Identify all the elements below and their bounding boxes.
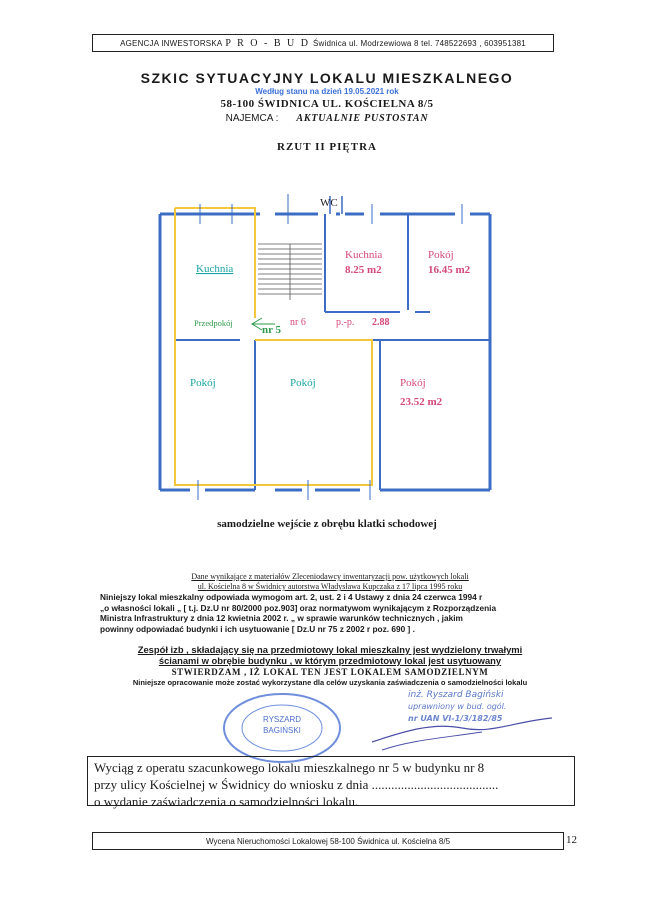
pokoj-top-label: Pokój [428,249,454,261]
source-line-2: ul. Kościelna 8 w Świdnicy autorstwa Władysława Kupczaka z 17 lipca 1995 roku [197,582,463,591]
extract-line-2: przy ulicy Kościelnej w Świdnicy do wniosku z dnia ....................................... [94,777,499,792]
document-title: SZKIC SYTUACYJNY LOKALU MIESZKALNEGO [140,70,514,86]
pp-label: p.-p. [336,317,355,328]
law-line-2: „o własności lokali „ [ t.j. Dz.U nr 80/2000 poz.903] oraz normatywom wynikającym z Rozporządzenia [100,602,497,613]
tenant-value: AKTUALNIE PUSTOSTAN [296,113,429,124]
plan-walls [160,196,490,490]
law-line-4: powinny odpowiadać budynki i ich usytuowanie [ Dz.U nr 75 z 2002 r poz. 690 ] . [100,623,415,634]
agency-brand: P R O - B U D [225,37,310,49]
extract-line-1: Wyciąg z operatu szacunkowego lokalu mieszkalnego nr 5 w budynku nr 8 [94,760,485,775]
pokoj-top-area: 16.45 m2 [428,264,471,276]
page-number: 12 [566,834,577,846]
usage-note: Niniejsze opracowanie może zostać wykorzystane dla celów uzyskania zaświadczenia o samodzielności lokalu [132,678,528,687]
pokoj-br-area: 23.52 m2 [400,396,443,408]
unit-number-label: nr 5 [262,324,282,336]
footer-box [92,832,564,850]
zespol-line-2: ścianami w obrębie budynku , w którym przedmiotowy lokal jest usytuowany [158,655,502,666]
pokoj-bl1-label: Pokój [190,377,216,389]
signature-block [362,692,572,762]
extract-box [87,756,575,809]
pokoj-br-label: Pokój [400,377,426,389]
signature-line-3: nr UAN VI-1/3/182/85 [408,714,503,723]
stamp-line-1: RYSZARD [262,715,302,724]
signature-line-1: inż. Ryszard Bagiński [408,690,504,700]
source-line-1: Dane wynikające z materiałów Zleceniodawcy inwentaryzacji pow. użytkowych lokali [191,572,469,581]
pp-area: 2.88 [372,317,390,328]
property-address: 58-100 ŚWIDNICA UL. KOŚCIELNA 8/5 [220,98,434,110]
agency-address: Świdnica ul. Modrzewiowa 8 tel. 748522693 , 603951381 [312,38,526,48]
source-note [100,572,560,592]
plan-caption: samodzielne wejście z obrębu klatki schodowej [217,518,437,530]
zespol-paragraph [100,644,560,666]
law-line-3: Ministra Infrastruktury z dnia 12 kwietnia 2002 r. „ w sprawie warunków technicznych , jakim [100,613,463,623]
unit-outline [175,208,372,485]
tenant-label: NAJEMCA : [225,113,279,124]
date-line: Według stanu na dzień 19.05.2021 rok [255,87,399,96]
przedpokoj-label: Przedpokój [194,318,233,328]
pokoj-bl2-label: Pokój [290,377,316,389]
statement: STWIERDZAM , IŻ LOKAL TEN JEST LOKALEM SAMODZIELNYM [171,667,489,677]
signature-line-2: uprawniony w bud. ogól. [408,702,507,711]
kuchnia-mid-label: Kuchnia [345,249,383,261]
floor-title: RZUT II PIĘTRA [277,141,377,153]
zespol-line-1: Zespół izb , składający się na przedmiotowy lokal mieszkalny jest wydzielony trwałymi [137,644,523,655]
extract-line-3: o wydanie zaświadczenia o samodzielności lokalu. [94,794,359,809]
footer-text: Wycena Nieruchomości Lokalowej 58-100 Świdnica ul. Kościelna 8/5 [205,836,451,846]
law-paragraph [100,592,560,634]
nr6-label: nr 6 [290,317,306,328]
wall-ticks [198,194,462,500]
agency-name: AGENCJA INWESTORSKA [120,38,223,48]
law-line-1: Niniejszy lokal mieszkalny odpowiada wymogom art. 2, ust. 2 i 4 Ustawy z dnia 24 czerwca 1994 r [100,592,483,602]
kuchnia-left-label: Kuchnia [196,263,234,275]
official-stamp [222,692,352,764]
stamp-line-2: BAGIŃSKI [263,726,301,735]
staircase [258,244,322,300]
kuchnia-mid-area: 8.25 m2 [345,264,382,276]
wc-label: WC [320,197,338,209]
